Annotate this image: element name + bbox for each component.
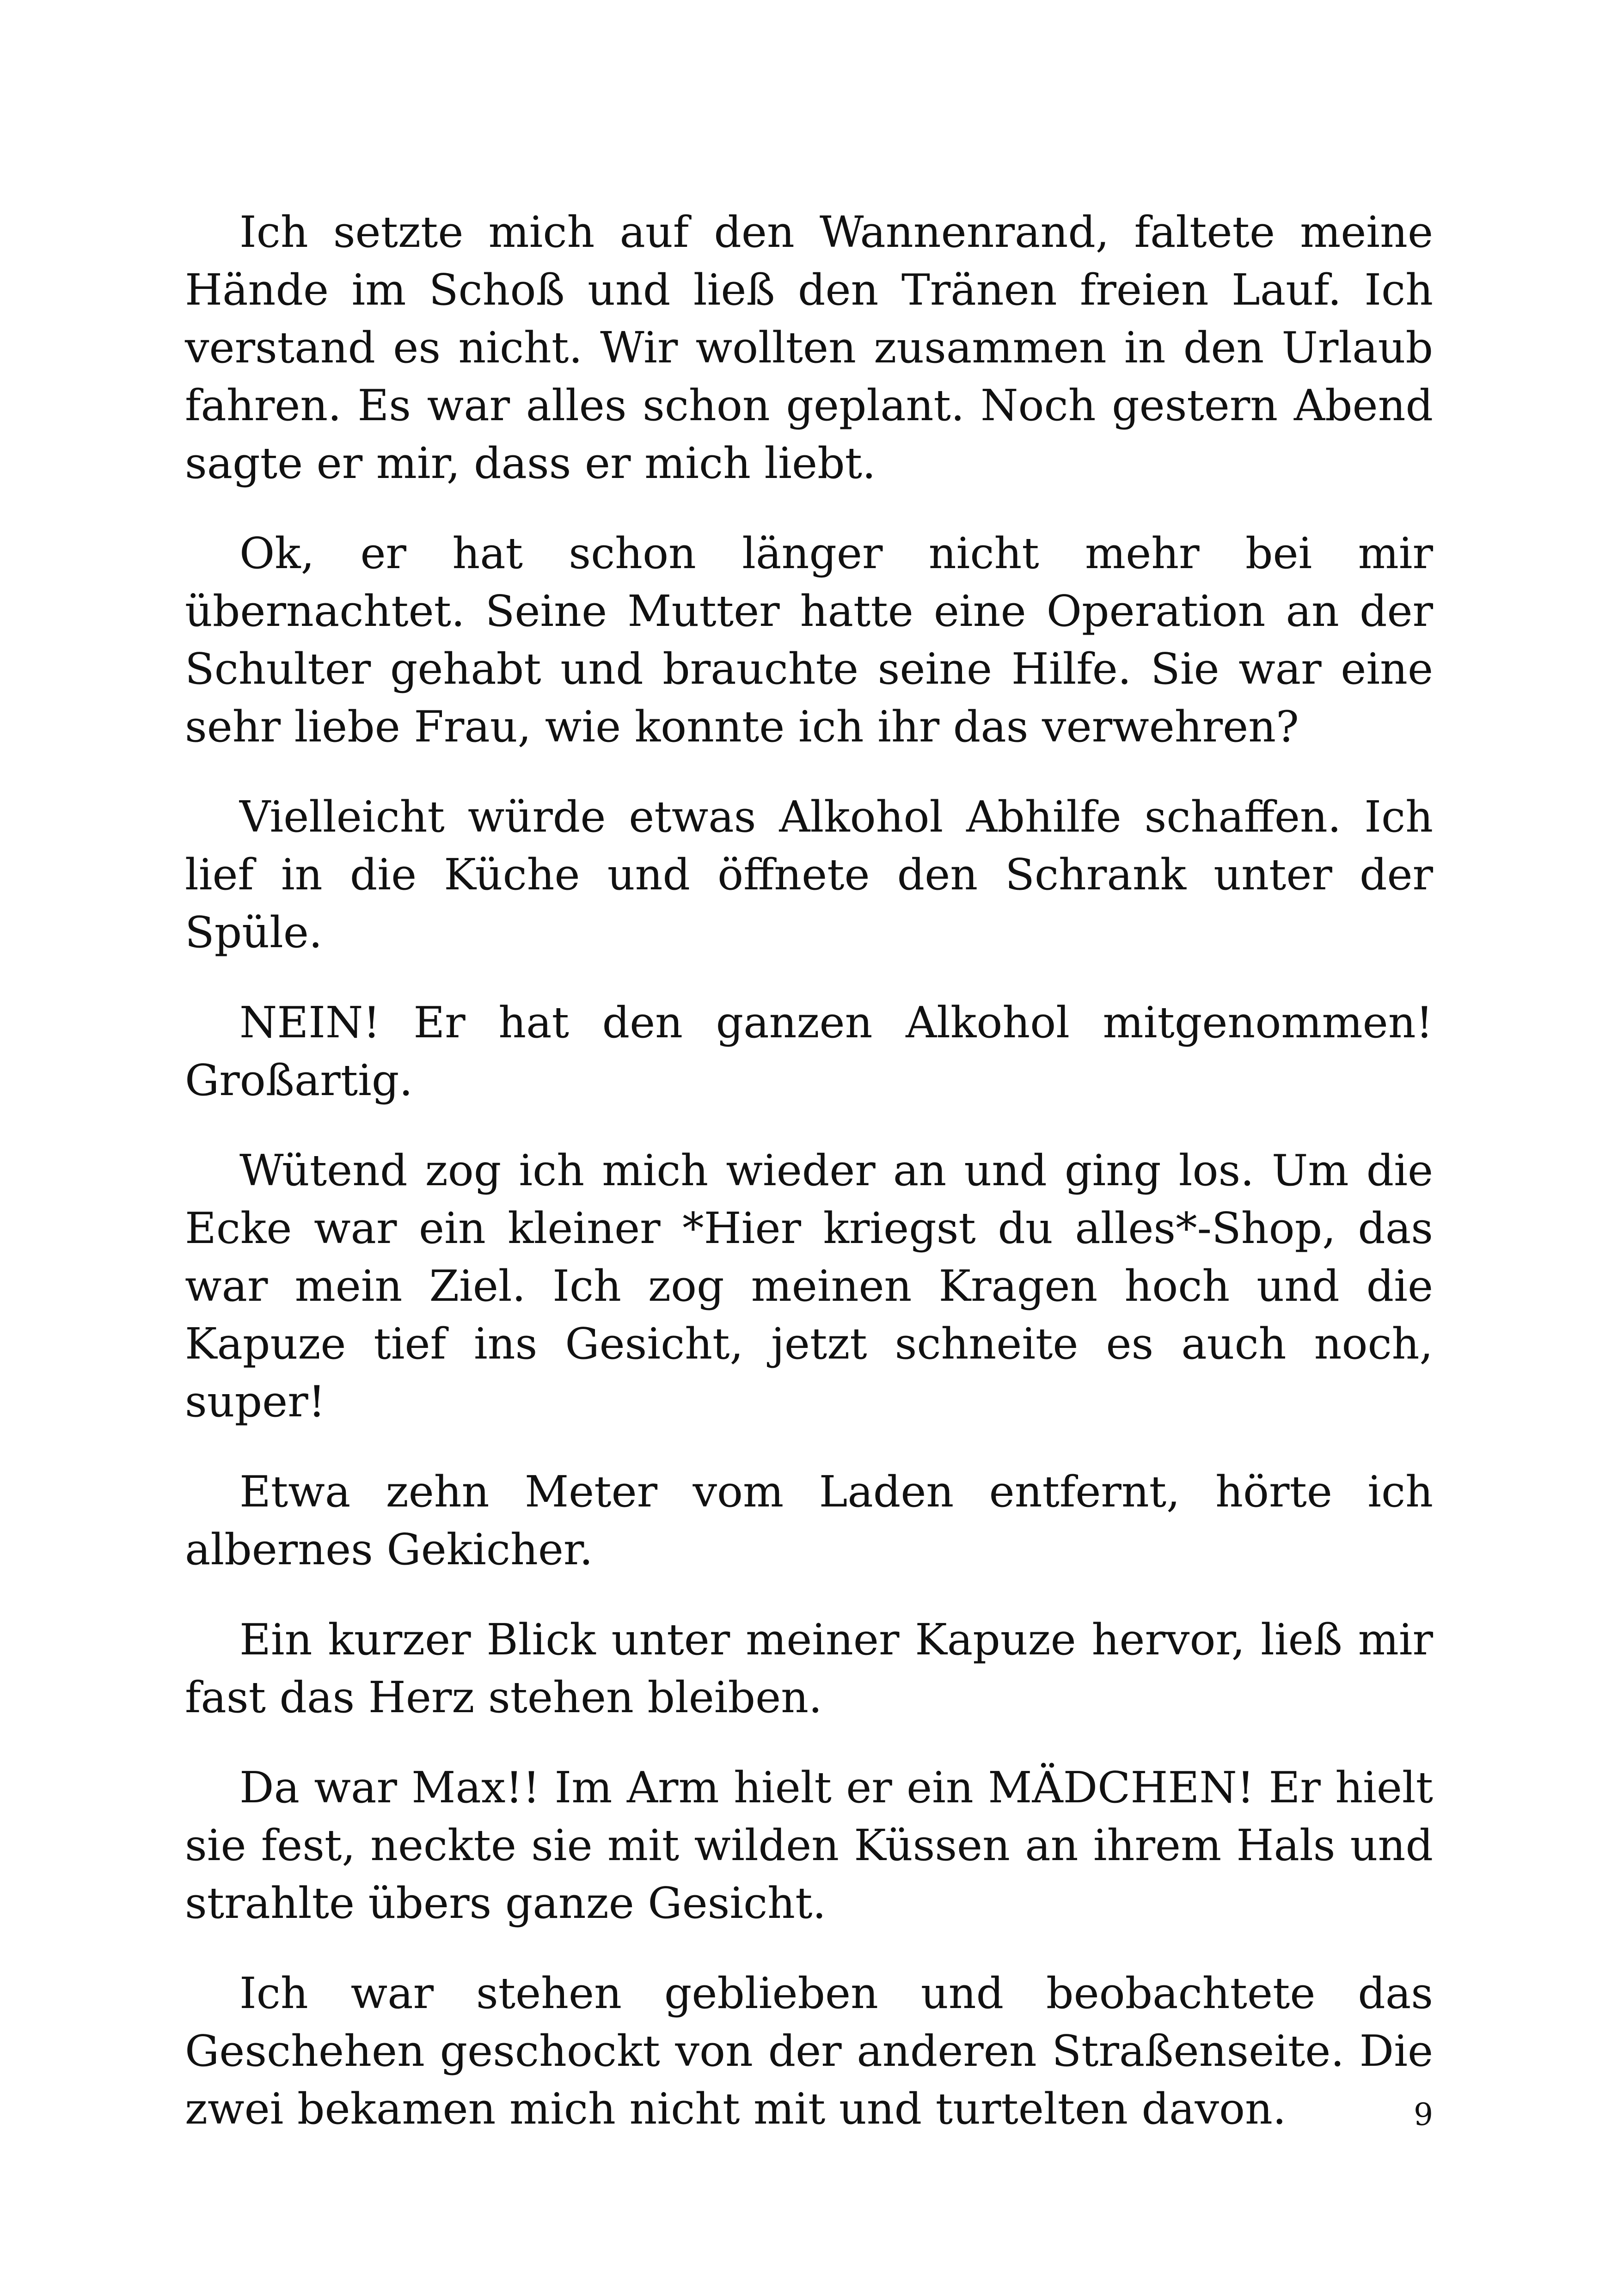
- paragraph-6: Etwa zehn Meter vom Laden entfernt, hörte ich albernes Gekicher.: [185, 1467, 1433, 1574]
- page-number: 9: [1414, 2097, 1433, 2132]
- paragraph-2: Ok, er hat schon länger nicht mehr bei mir übernachtet. Seine Mutter hatte eine Operation an der Schulter gehabt und brauchte seine Hilfe. Sie war eine sehr liebe Frau, wie konnte ich ihr das verwehren?: [185, 528, 1433, 752]
- paragraph-5: Wütend zog ich mich wieder an und ging los. Um die Ecke war ein kleiner *Hier kriegst du alles*-Shop, das war mein Ziel. Ich zog meinen Kragen hoch und die Kapuze tief ins Gesicht, jetzt schneite es auch noch, super!: [185, 1145, 1433, 1427]
- paragraph-7: Ein kurzer Blick unter meiner Kapuze hervor, ließ mir fast das Herz stehen bleiben.: [185, 1615, 1433, 1722]
- paragraph-8: Da war Max!! Im Arm hielt er ein MÄDCHEN! Er hielt sie fest, neckte sie mit wilden Küssen an ihrem Hals und strahlte übers ganze Gesicht.: [185, 1763, 1433, 1928]
- paragraph-4: NEIN! Er hat den ganzen Alkohol mitgenommen! Großartig.: [185, 998, 1433, 1105]
- paragraph-1: Ich setzte mich auf den Wannenrand, faltete meine Hände im Schoß und ließ den Tränen freien Lauf. Ich verstand es nicht. Wir wollten zusammen in den Urlaub fahren. Es war alles schon geplant. Noch gestern Abend sagte er mir, dass er mich liebt.: [185, 207, 1433, 488]
- paragraph-9: Ich war stehen geblieben und beobachtete das Geschehen geschockt von der anderen Straßenseite. Die zwei bekamen mich nicht mit und turtelten davon.: [185, 1968, 1433, 2134]
- paragraph-3: Vielleicht würde etwas Alkohol Abhilfe schaffen. Ich lief in die Küche und öffnete den Schrank unter der Spüle.: [185, 792, 1433, 957]
- text-block: [185, 203, 1433, 2170]
